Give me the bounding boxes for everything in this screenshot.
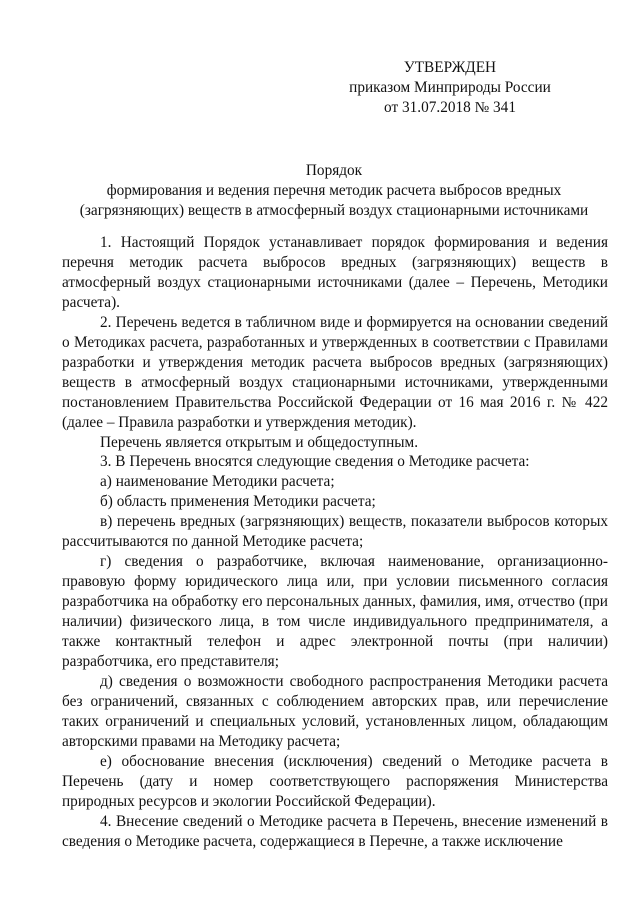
approval-date-line: от 31.07.2018 № 341 [384,99,516,116]
paragraph-2: 2. Перечень ведется в табличном виде и формируется на основании сведений о Методиках расчета, разработанных и утвержденных в соответствии с Правилами разработки и утверждения методик расчета выбросов вредных (загрязняющих) веществ в атмосферный воздух стационарными источниками, утвержденными постановлением Правительства Российской Федерации от 16 мая 2016 г. № 422 (далее – Правила разработки и утверждения методик). [62,313,608,431]
item-e: е) обоснование внесения (исключения) сведений о Методике расчета в Перечень (дату и номер соответствующего распоряжения Министерства природных ресурсов и экологии Российской Федерации). [62,752,608,810]
approval-block [300,58,600,118]
approval-order-line: приказом Минприроды России [349,79,551,96]
item-a: а) наименование Методики расчета; [100,473,335,491]
paragraph-public: Перечень является открытым и общедоступным. [100,433,419,451]
approval-heading: УТВЕРЖДЕН [403,59,497,76]
paragraph-1: 1. Настоящий Порядок устанавливает порядок формирования и ведения перечня методик расчета выбросов вредных (загрязняющих) веществ в атмосферный воздух стационарными источниками (далее – Перечень, Методики расчета). [62,234,608,311]
item-d: д) сведения о возможности свободного распространения Методики расчета без ограничений, связанных с соблюдением авторских прав, или перечисление таких ограничений и специальных условий, установленных лицом, обладающим авторскими правами на Методику расчета; [62,672,608,750]
title-line-1: Порядок [305,162,363,179]
document-title [60,161,608,221]
item-v: в) перечень вредных (загрязняющих) веществ, показатели выбросов которых рассчитываются по данной Методике расчета; [62,513,608,551]
item-g: г) сведения о разработчике, включая наименование, организационно-правовую форму юридического лица или, при условии письменного согласия разработчика на обработку его персональных данных, фамилия, имя, отчество (при наличии) физического лица, в том числе индивидуального предпринимателя, а также контактный телефон и адрес электронной почты (при наличии) разработчика, его представителя; [62,553,608,671]
document-body [62,233,608,852]
paragraph-3: 3. В Перечень вносятся следующие сведения о Методике расчета: [100,453,530,471]
item-b: б) область применения Методики расчета; [100,493,376,511]
paragraph-4: 4. Внесение сведений о Методике расчета в Перечень, внесение изменений в сведения о Методике расчета, содержащиеся в Перечне, а также исключение [62,812,608,850]
title-line-2: формирования и ведения перечня методик расчета выбросов вредных [106,182,562,199]
title-line-3: (загрязняющих) веществ в атмосферный воздух стационарными источниками [79,202,589,219]
